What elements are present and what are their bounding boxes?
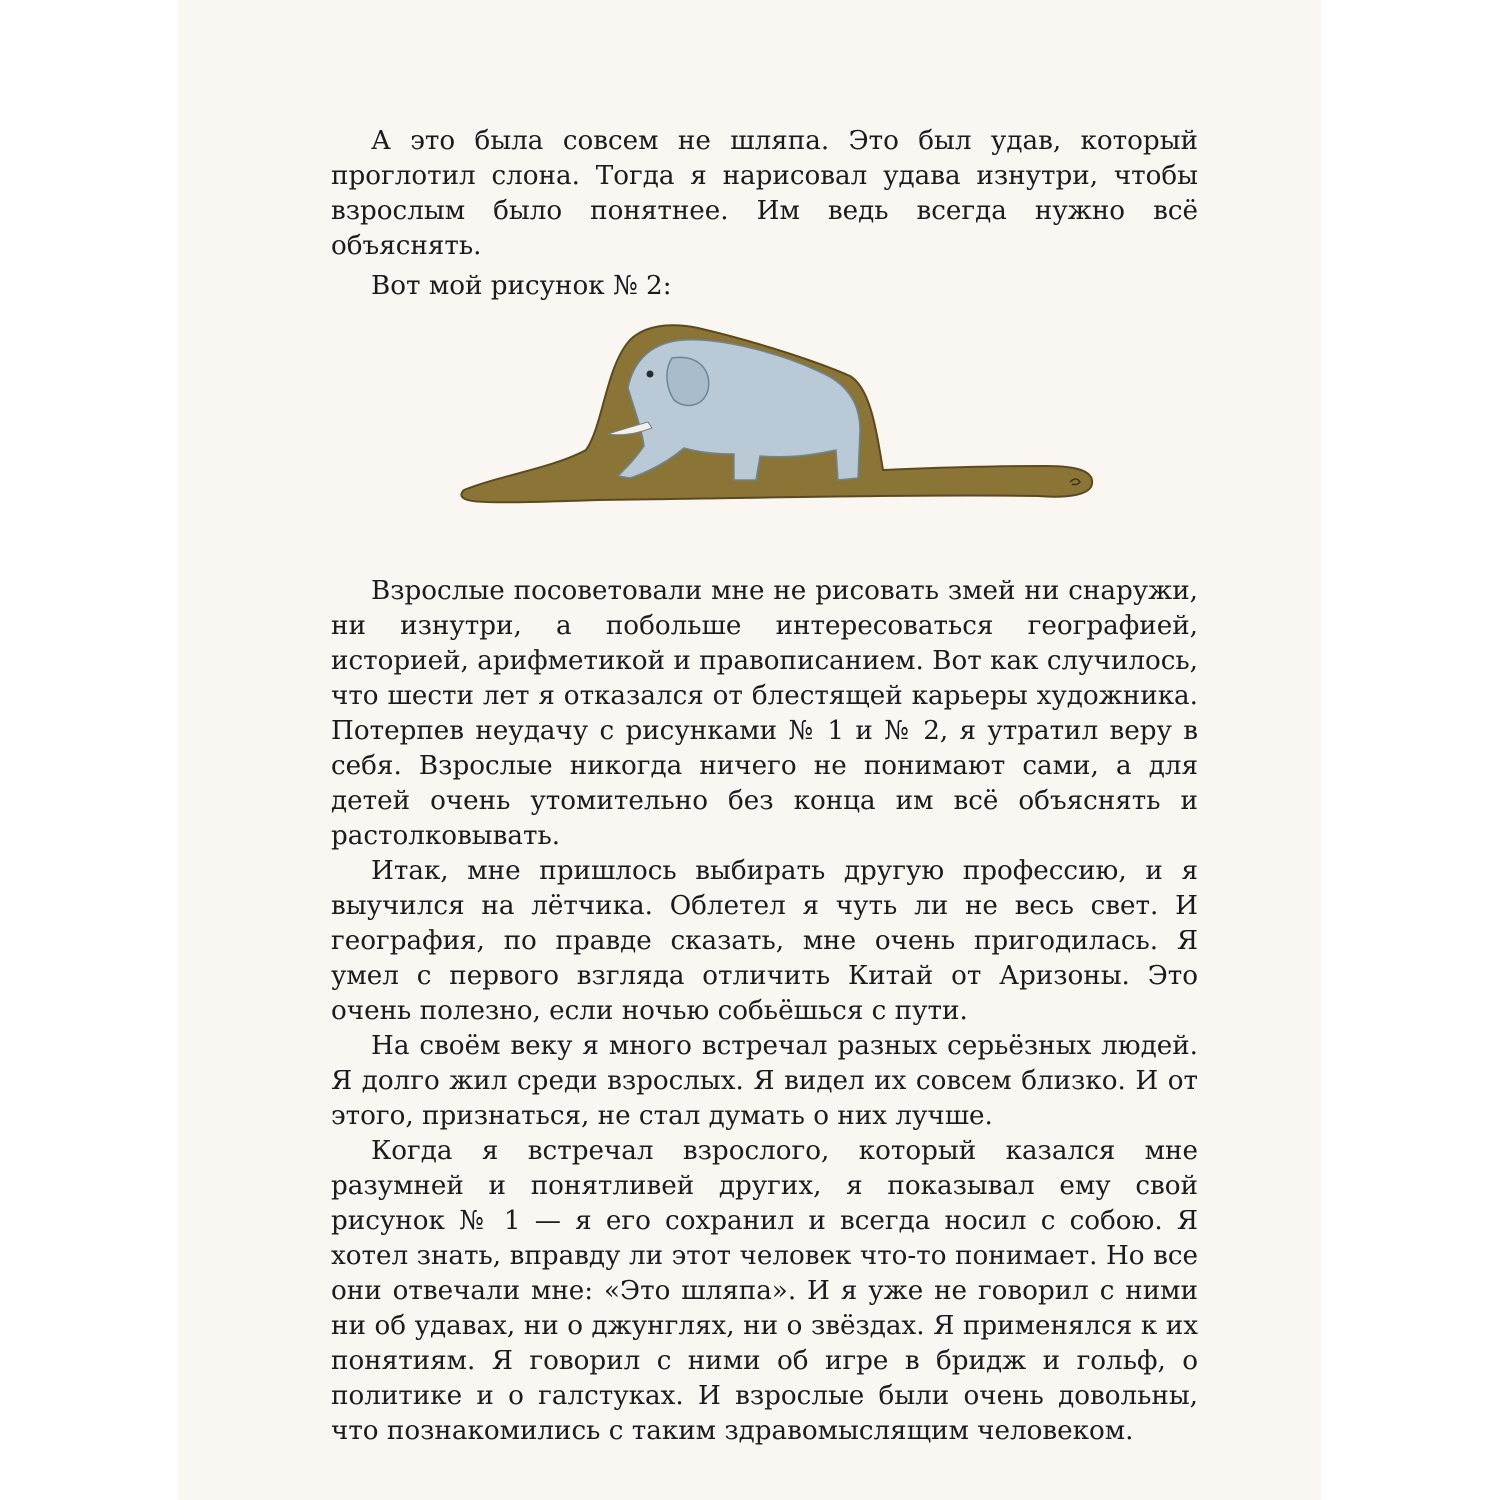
elephant-eye — [647, 371, 654, 378]
paragraph: Взрослые посоветовали мне не рисовать змей ни снаружи, ни изнутри, а побольше интересоваться географией, историей, арифметикой и правописанием. Вот как случилось, что шести лет я отказался от блестящей карьеры художника. Потерпев неудачу с рисунками № 1 и № 2, я утратил веру в себя. Взрослые никогда ничего не понимают сами, а для детей очень утомительно без конца им всё объяснять и растолковывать. — [331, 576, 1198, 851]
paragraph: На своём веку я много встречал разных серьёзных людей. Я долго жил среди взрослых. Я видел их совсем близко. И от этого, признаться, не стал думать о них лучше. — [331, 1031, 1198, 1131]
paragraph: Когда я встречал взрослого, который казался мне разумней и понятливей других, я показывал ему свой рисунок № 1 — я его сохранил и всегда носил с собою. Я хотел знать, вправду ли этот человек что-то понимает. Но все они отвечали мне: «Это шляпа». И я уже не говорил с ними ни об удавах, ни о джунглях, ни о звёздах. Я применялся к их понятиям. Я говорил с ними об игре в бридж и гольф, о политике и о галстуках. И взрослые были очень довольны, что познакомились с таким здравомыслящим человеком. — [331, 1136, 1198, 1446]
paragraph: А это была совсем не шляпа. Это был удав, который проглотил слона. Тогда я нарисовал удава изнутри, чтобы взрослым было понятнее. Им ведь всегда нужно всё объяснять. — [331, 126, 1198, 261]
boa-elephant-illustration — [458, 318, 1098, 508]
top-text-block — [331, 124, 1198, 304]
paragraph: Итак, мне пришлось выбирать другую профессию, и я выучился на лётчика. Облетел я чуть ли не весь свет. И география, по правде сказать, мне очень пригодилась. Я умел с первого взгляда отличить Китай от Аризоны. Это очень полезно, если ночью собьёшься с пути. — [331, 856, 1198, 1026]
bottom-text-block — [331, 574, 1198, 1449]
paragraph: Вот мой рисунок № 2: — [371, 271, 672, 301]
book-page — [178, 0, 1321, 1500]
